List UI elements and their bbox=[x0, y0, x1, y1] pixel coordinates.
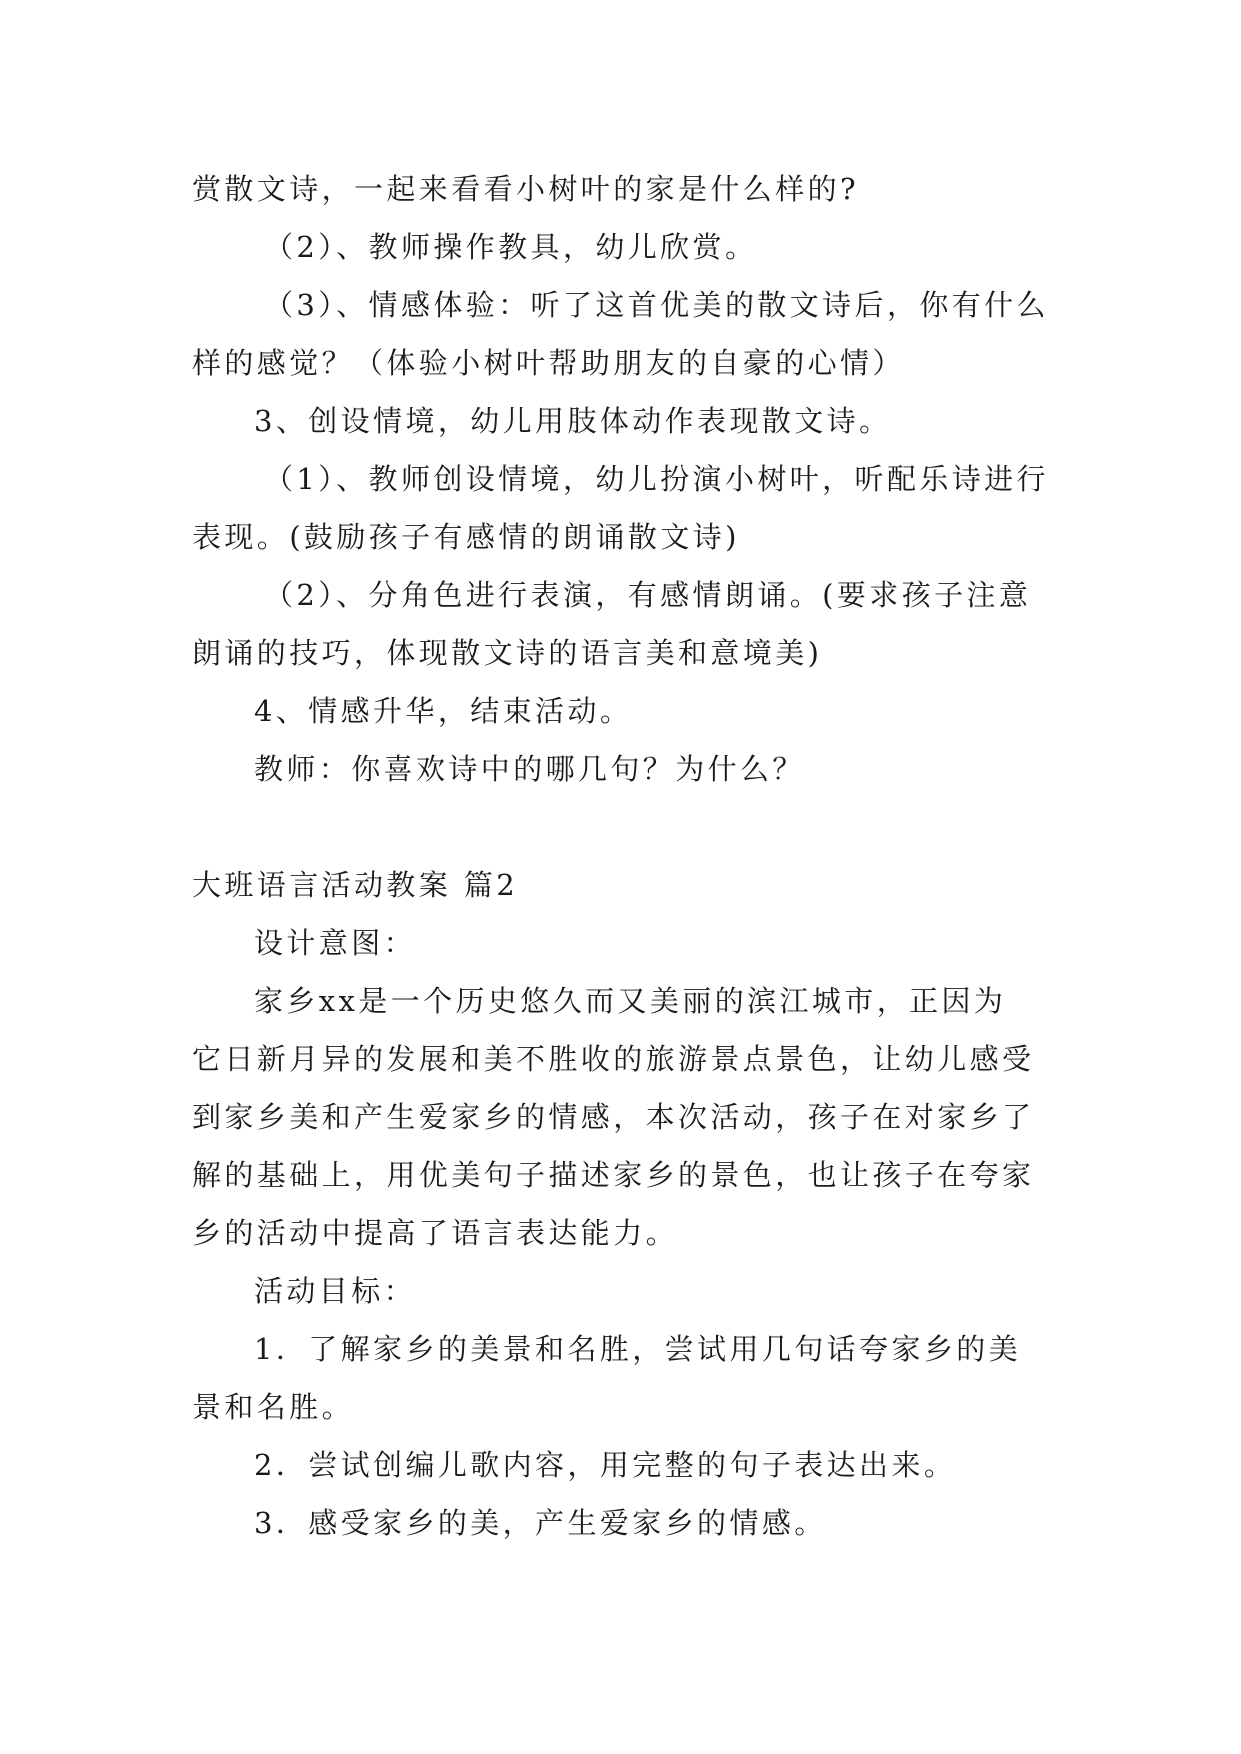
paragraph-line: （3）、情感体验：听了这首优美的散文诗后，你有什么 bbox=[264, 288, 1049, 322]
paragraph-line: 1．了解家乡的美景和名胜，尝试用几句话夸家乡的美 bbox=[254, 1332, 1022, 1366]
paragraph-line: 3、创设情境，幼儿用肢体动作表现散文诗。 bbox=[254, 404, 892, 438]
paragraph-line: 4、情感升华，结束活动。 bbox=[254, 694, 633, 728]
paragraph-line: （1）、教师创设情境，幼儿扮演小树叶，听配乐诗进行 bbox=[264, 462, 1049, 496]
paragraph-line: 3．感受家乡的美，产生爱家乡的情感。 bbox=[254, 1506, 827, 1540]
paragraph-line: 设计意图： bbox=[254, 926, 417, 960]
paragraph-line: 解的基础上，用优美句子描述家乡的景色，也让孩子在夸家 bbox=[192, 1158, 1035, 1192]
section-title: 大班语言活动教案 篇2 bbox=[192, 868, 519, 902]
paragraph-line: 2．尝试创编儿歌内容，用完整的句子表达出来。 bbox=[254, 1448, 957, 1482]
paragraph-line: 赏散文诗，一起来看看小树叶的家是什么样的? bbox=[192, 172, 859, 206]
paragraph-line: 景和名胜。 bbox=[192, 1390, 355, 1424]
paragraph-line: （2）、教师操作教具，幼儿欣赏。 bbox=[264, 230, 758, 264]
paragraph-line: 样的感觉？（体验小树叶帮助朋友的自豪的心情） bbox=[192, 346, 905, 380]
paragraph-line: 家乡xx是一个历史悠久而又美丽的滨江城市，正因为 bbox=[254, 984, 1007, 1018]
paragraph-line: 活动目标： bbox=[254, 1274, 417, 1308]
paragraph-line: 朗诵的技巧，体现散文诗的语言美和意境美) bbox=[192, 636, 823, 670]
paragraph-line: 它日新月异的发展和美不胜收的旅游景点景色，让幼儿感受 bbox=[192, 1042, 1035, 1076]
paragraph-line: 到家乡美和产生爱家乡的情感，本次活动，孩子在对家乡了 bbox=[192, 1100, 1035, 1134]
paragraph-line: 教师：你喜欢诗中的哪几句？为什么？ bbox=[254, 752, 805, 786]
paragraph-line: （2）、分角色进行表演，有感情朗诵。(要求孩子注意 bbox=[264, 578, 1032, 612]
paragraph-line: 乡的活动中提高了语言表达能力。 bbox=[192, 1216, 679, 1250]
section-gap bbox=[192, 798, 1052, 856]
document-body bbox=[192, 160, 1052, 1552]
paragraph-line: 表现。(鼓励孩子有感情的朗诵散文诗) bbox=[192, 520, 740, 554]
